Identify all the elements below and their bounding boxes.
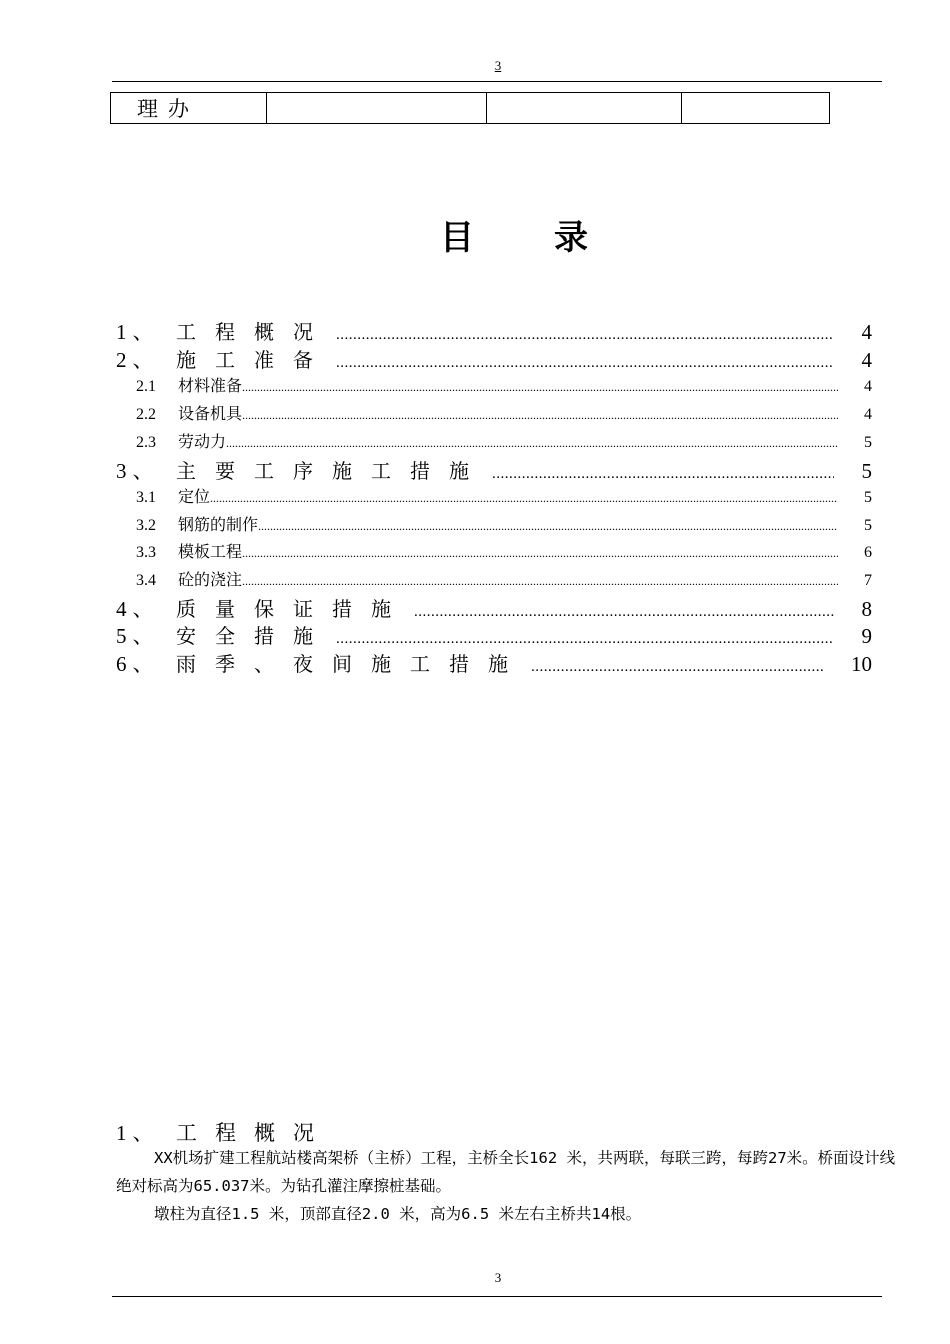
- toc-entry-number: 2.2: [136, 406, 156, 423]
- toc-subentry[interactable]: [136, 484, 872, 506]
- toc-entry-number: 3、: [116, 459, 160, 483]
- toc-dot-leader: [336, 631, 834, 648]
- body-paragraph: XX机场扩建工程航站楼高架桥（主桥）工程，主桥全长162 米，共两联，每联三跨，每跨27米。桥面设计线绝对标高为65.037米。为钻孔灌注摩擦桩基础。: [116, 1149, 896, 1195]
- toc-entry[interactable]: [116, 455, 872, 481]
- table-cell: 理办: [111, 93, 267, 124]
- toc-entry-label: 砼的浇注: [178, 570, 243, 589]
- table-cell: [682, 93, 830, 124]
- toc-entry-number: 3.2: [136, 517, 156, 534]
- toc-entry[interactable]: [116, 316, 872, 342]
- toc-entry-page: 10: [851, 652, 872, 676]
- toc-dot-leader: [336, 327, 834, 344]
- header-page-number: 3: [494, 58, 502, 73]
- toc-entry-page: 8: [861, 597, 872, 621]
- toc-dot-leader: [210, 491, 838, 506]
- toc-entry-label: 施工准备: [176, 348, 332, 372]
- toc-dot-leader: [531, 659, 824, 676]
- toc-subentry[interactable]: [136, 429, 872, 451]
- footer-rule: [112, 1296, 882, 1297]
- toc-entry-page: 4: [861, 348, 872, 372]
- toc-entry-page: 4: [861, 320, 872, 344]
- toc-entry-number: 3.3: [136, 544, 156, 561]
- toc-entry-page: 7: [864, 572, 872, 589]
- toc-entry-page: 6: [864, 544, 872, 561]
- toc-entry-label: 雨季、夜间施工措施: [176, 652, 527, 676]
- toc-dot-leader: [414, 604, 834, 621]
- toc-entry-number: 6、: [116, 652, 160, 676]
- table-row: [111, 93, 830, 124]
- table-cell: [487, 93, 682, 124]
- toc-entry-page: 5: [864, 517, 872, 534]
- toc-entry-page: 4: [864, 378, 872, 395]
- toc-entry-label: 安全措施: [176, 624, 332, 648]
- toc-entry[interactable]: [116, 648, 872, 674]
- toc-entry[interactable]: [116, 344, 872, 370]
- toc-entry-number: 2.3: [136, 434, 156, 451]
- section-title: 工程概况: [176, 1121, 332, 1145]
- toc-entry-number: 2.1: [136, 378, 156, 395]
- toc-entry-number: 3.1: [136, 489, 156, 506]
- toc-entry-label: 定位: [178, 487, 211, 506]
- toc-entry-page: 5: [864, 434, 872, 451]
- toc-entry-label: 劳动力: [178, 432, 227, 451]
- toc-subentry[interactable]: [136, 512, 872, 534]
- toc-entry-label: 钢筋的制作: [178, 515, 259, 534]
- toc-dot-leader: [242, 380, 838, 395]
- body-paragraph: 墩柱为直径1.5 米，顶部直径2.0 米，高为6.5 米左右主桥共14根。: [154, 1205, 642, 1223]
- toc-dot-leader: [242, 408, 838, 423]
- toc-entry[interactable]: [116, 620, 872, 646]
- toc-dot-leader: [336, 355, 834, 372]
- toc-entry-label: 模板工程: [178, 542, 243, 561]
- toc-entry-number: 3.4: [136, 572, 156, 589]
- section-heading: [116, 1117, 332, 1147]
- header-rule: [112, 81, 882, 82]
- toc-entry-number: 4、: [116, 597, 160, 621]
- toc-subentry[interactable]: [136, 567, 872, 589]
- toc-entry-label: 设备机具: [178, 404, 243, 423]
- toc-entry-number: 5、: [116, 624, 160, 648]
- toc-entry-page: 5: [864, 489, 872, 506]
- toc-dot-leader: [226, 436, 838, 451]
- toc-dot-leader: [242, 574, 838, 589]
- toc-entry-label: 材料准备: [178, 376, 243, 395]
- toc-dot-leader: [242, 546, 838, 561]
- toc-entry-number: 2、: [116, 348, 160, 372]
- toc-entry-number: 1、: [116, 320, 160, 344]
- toc-subentry[interactable]: [136, 539, 872, 561]
- section-number: 1、: [116, 1121, 160, 1145]
- toc-entry-label: 质量保证措施: [176, 597, 410, 621]
- toc-entry-label: 工程概况: [176, 320, 332, 344]
- toc-entry-page: 4: [864, 406, 872, 423]
- toc-entry[interactable]: [116, 593, 872, 619]
- toc-dot-leader: [492, 466, 834, 483]
- toc-title: 目录: [440, 218, 668, 258]
- toc-entry-page: 5: [861, 459, 872, 483]
- toc-entry-label: 主要工序施工措施: [176, 459, 488, 483]
- table-cell: [267, 93, 487, 124]
- toc-subentry[interactable]: [136, 373, 872, 395]
- toc-dot-leader: [258, 519, 838, 534]
- toc-subentry[interactable]: [136, 401, 872, 423]
- signature-table: [110, 92, 830, 124]
- toc-entry-page: 9: [861, 624, 872, 648]
- footer-page-number: 3: [494, 1270, 502, 1285]
